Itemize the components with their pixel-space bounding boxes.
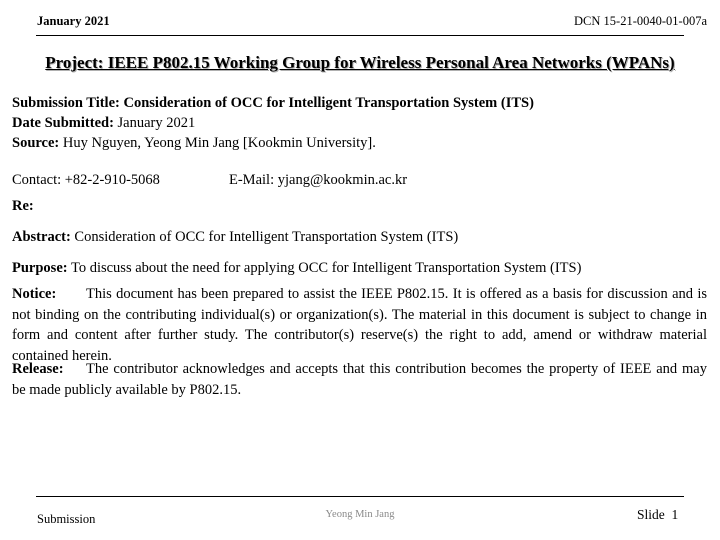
date-submitted-value: January 2021 xyxy=(117,115,196,131)
abstract-line xyxy=(12,227,458,247)
release-paragraph xyxy=(12,359,707,400)
purpose-label: Purpose: xyxy=(12,260,68,276)
source-value: Huy Nguyen, Yeong Min Jang [Kookmin University]. xyxy=(62,135,376,151)
slide-number xyxy=(637,507,678,523)
date-submitted-label: Date Submitted: xyxy=(12,115,114,131)
footer-submission: Submission xyxy=(37,512,96,526)
source-line xyxy=(12,133,376,153)
header-date: January 2021 xyxy=(37,14,110,28)
abstract-value: Consideration of OCC for Intelligent Transportation System (ITS) xyxy=(74,229,459,245)
notice-paragraph xyxy=(12,284,707,366)
footer-author: Yeong Min Jang xyxy=(325,509,395,520)
purpose-line xyxy=(12,258,581,278)
slide-label: Slide xyxy=(637,507,665,522)
abstract-label: Abstract: xyxy=(12,229,71,245)
contact-line xyxy=(12,170,408,190)
date-submitted-line xyxy=(12,113,195,133)
contact-phone: Contact: +82-2-910-5068 xyxy=(12,172,160,188)
notice-label: Notice: xyxy=(12,286,57,302)
submission-title-label: Submission Title: xyxy=(12,95,120,111)
re-label: Re: xyxy=(12,198,34,214)
submission-title-line xyxy=(12,93,534,113)
notice-text: This document has been prepared to assist the IEEE P802.15. It is offered as a basis for discussion and is not binding on the contributing individual(s) or organization(s). The material in this document is subject to change in form and content after further study. The contributor(s) reserve(s) the right to add, amend or withdraw material contained herein. xyxy=(12,286,707,364)
document-number: DCN 15-21-0040-01-007a xyxy=(574,14,707,28)
release-label: Release: xyxy=(12,361,64,377)
purpose-value: To discuss about the need for applying OCC for Intelligent Transportation System (ITS) xyxy=(70,260,582,276)
project-title: Project: IEEE P802.15 Working Group for Wireless Personal Area Networks (WPANs) xyxy=(45,53,675,72)
slide-number-value: 1 xyxy=(671,507,679,522)
release-text: The contributor acknowledges and accepts that this contribution becomes the property of IEEE and may be made publicly available by P802.15. xyxy=(12,361,707,398)
source-label: Source: xyxy=(12,135,60,151)
submission-title-value: Consideration of OCC for Intelligent Transportation System (ITS) xyxy=(123,95,534,111)
contact-email: E-Mail: yjang@kookmin.ac.kr xyxy=(229,172,408,188)
footer-divider xyxy=(36,496,684,497)
header-divider xyxy=(36,35,684,36)
